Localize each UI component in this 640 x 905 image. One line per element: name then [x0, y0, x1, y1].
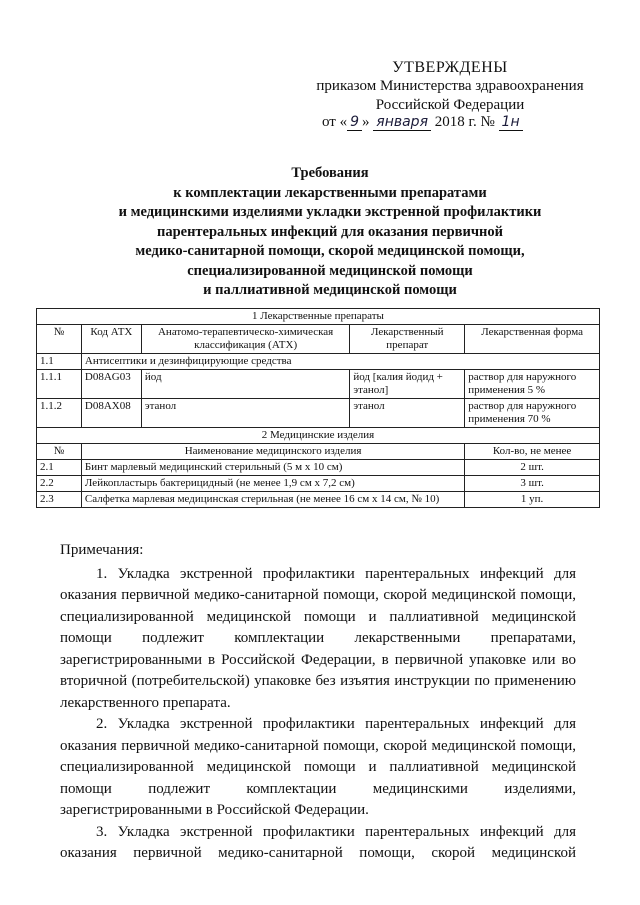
title-line: специализированной медицинской помощи: [187, 262, 473, 279]
cell-device-name: Бинт марлевый медицинский стерильный (5 м х 10 см): [81, 460, 464, 476]
order-from: от «: [322, 114, 348, 130]
cell-atc-class: этанол: [141, 399, 349, 428]
order-day: 9: [347, 114, 362, 131]
col-header-device-name: Наименование медицинского изделия: [81, 444, 464, 460]
col-header-drug: Лекарственный препарат: [350, 325, 465, 354]
section-1-title: 1 Лекарственные препараты: [37, 309, 600, 325]
title-line: к комплектации лекарственными препаратами: [173, 184, 487, 201]
section-row: [37, 428, 600, 444]
title-line: и паллиативной медицинской помощи: [203, 282, 457, 298]
approval-line-2: Российской Федерации: [375, 97, 525, 113]
cell-quantity: 2 шт.: [465, 460, 600, 476]
table-row: [37, 399, 600, 428]
table-row: [37, 370, 600, 399]
order-month: января: [373, 114, 431, 131]
approval-heading: УТВЕРЖДЕНЫ: [392, 59, 508, 76]
cell-num: 1.1.1: [37, 370, 82, 399]
cell-atc-code: D08AG03: [81, 370, 141, 399]
title-line: и медицинскими изделиями укладки экстренной профилактики: [118, 204, 542, 220]
col-header-quantity: Кол-во, не менее: [465, 444, 600, 460]
col-header-atc-class: Анатомо-терапевтическо-химическая классификация (АТХ): [141, 325, 349, 354]
order-date-line: [322, 114, 523, 131]
col-header-num: №: [37, 444, 82, 460]
title-line: медико-санитарной помощи, скорой медицинской помощи,: [135, 243, 525, 259]
cell-form: раствор для наружного применения 5 %: [465, 370, 600, 399]
table-row: [37, 460, 600, 476]
cell-drug: йод [калия йодид + этанол]: [350, 370, 465, 399]
cell-drug: этанол: [350, 399, 465, 428]
title-line: Требования: [291, 165, 369, 181]
order-number: 1н: [499, 114, 523, 131]
cell-device-name: Салфетка марлевая медицинская стерильная (не менее 16 см х 14 см, № 10): [81, 492, 464, 508]
cell-quantity: 1 уп.: [465, 492, 600, 508]
note-paragraph: 3. Укладка экстренной профилактики парентеральных инфекций для оказания первичной медико-санитарной помощи, скорой медицинской: [60, 823, 576, 861]
col-header-atc-code: Код АТХ: [81, 325, 141, 354]
title-line: парентеральных инфекций для оказания первичной: [156, 223, 504, 240]
cell-num: 2.3: [37, 492, 82, 508]
group-name: Антисептики и дезинфицирующие средства: [81, 354, 599, 370]
cell-num: 2.1: [37, 460, 82, 476]
group-row: [37, 354, 600, 370]
order-quote: »: [362, 114, 370, 130]
section-2-title: 2 Медицинские изделия: [37, 428, 600, 444]
document-title: [60, 164, 600, 301]
order-year: 2018 г. №: [434, 114, 495, 130]
notes-section: [60, 540, 576, 865]
group-num: 1.1: [37, 354, 82, 370]
cell-device-name: Лейкопластырь бактерицидный (не менее 1,9 см х 7,2 см): [81, 476, 464, 492]
approval-line-1: приказом Министерства здравоохранения: [316, 78, 584, 94]
cell-form: раствор для наружного применения 70 %: [465, 399, 600, 428]
header-row: [37, 444, 600, 460]
requirements-table: [36, 308, 600, 508]
header-row: [37, 325, 600, 354]
col-header-num: №: [37, 325, 82, 354]
approval-block: [300, 58, 600, 115]
col-header-form: Лекарственная форма: [465, 325, 600, 354]
note-paragraph: 2. Укладка экстренной профилактики парентеральных инфекций для оказания первичной медико-санитарной помощи, скорой медицинской помощи, специализированной медицинской помощи и паллиативной медицинской помощи подлежит комплектации медицинскими изделиями, зарегистрированными в Российской Федерации.: [60, 716, 576, 818]
cell-quantity: 3 шт.: [465, 476, 600, 492]
notes-heading: Примечания:: [60, 542, 144, 558]
cell-num: 2.2: [37, 476, 82, 492]
cell-num: 1.1.2: [37, 399, 82, 428]
table-row: [37, 476, 600, 492]
cell-atc-class: йод: [141, 370, 349, 399]
section-row: [37, 309, 600, 325]
table-row: [37, 492, 600, 508]
note-paragraph: 1. Укладка экстренной профилактики парентеральных инфекций для оказания первичной медико-санитарной помощи, скорой медицинской помощи, специализированной медицинской помощи и паллиативной медицинской помощи подлежит комплектации лекарственными препаратами, зарегистрированными в Российской Федерации, в первичной упаковке или во вторичной (потребительской) упаковке без изъятия инструкции по применению лекарственного препарата.: [60, 565, 576, 711]
cell-atc-code: D08AX08: [81, 399, 141, 428]
